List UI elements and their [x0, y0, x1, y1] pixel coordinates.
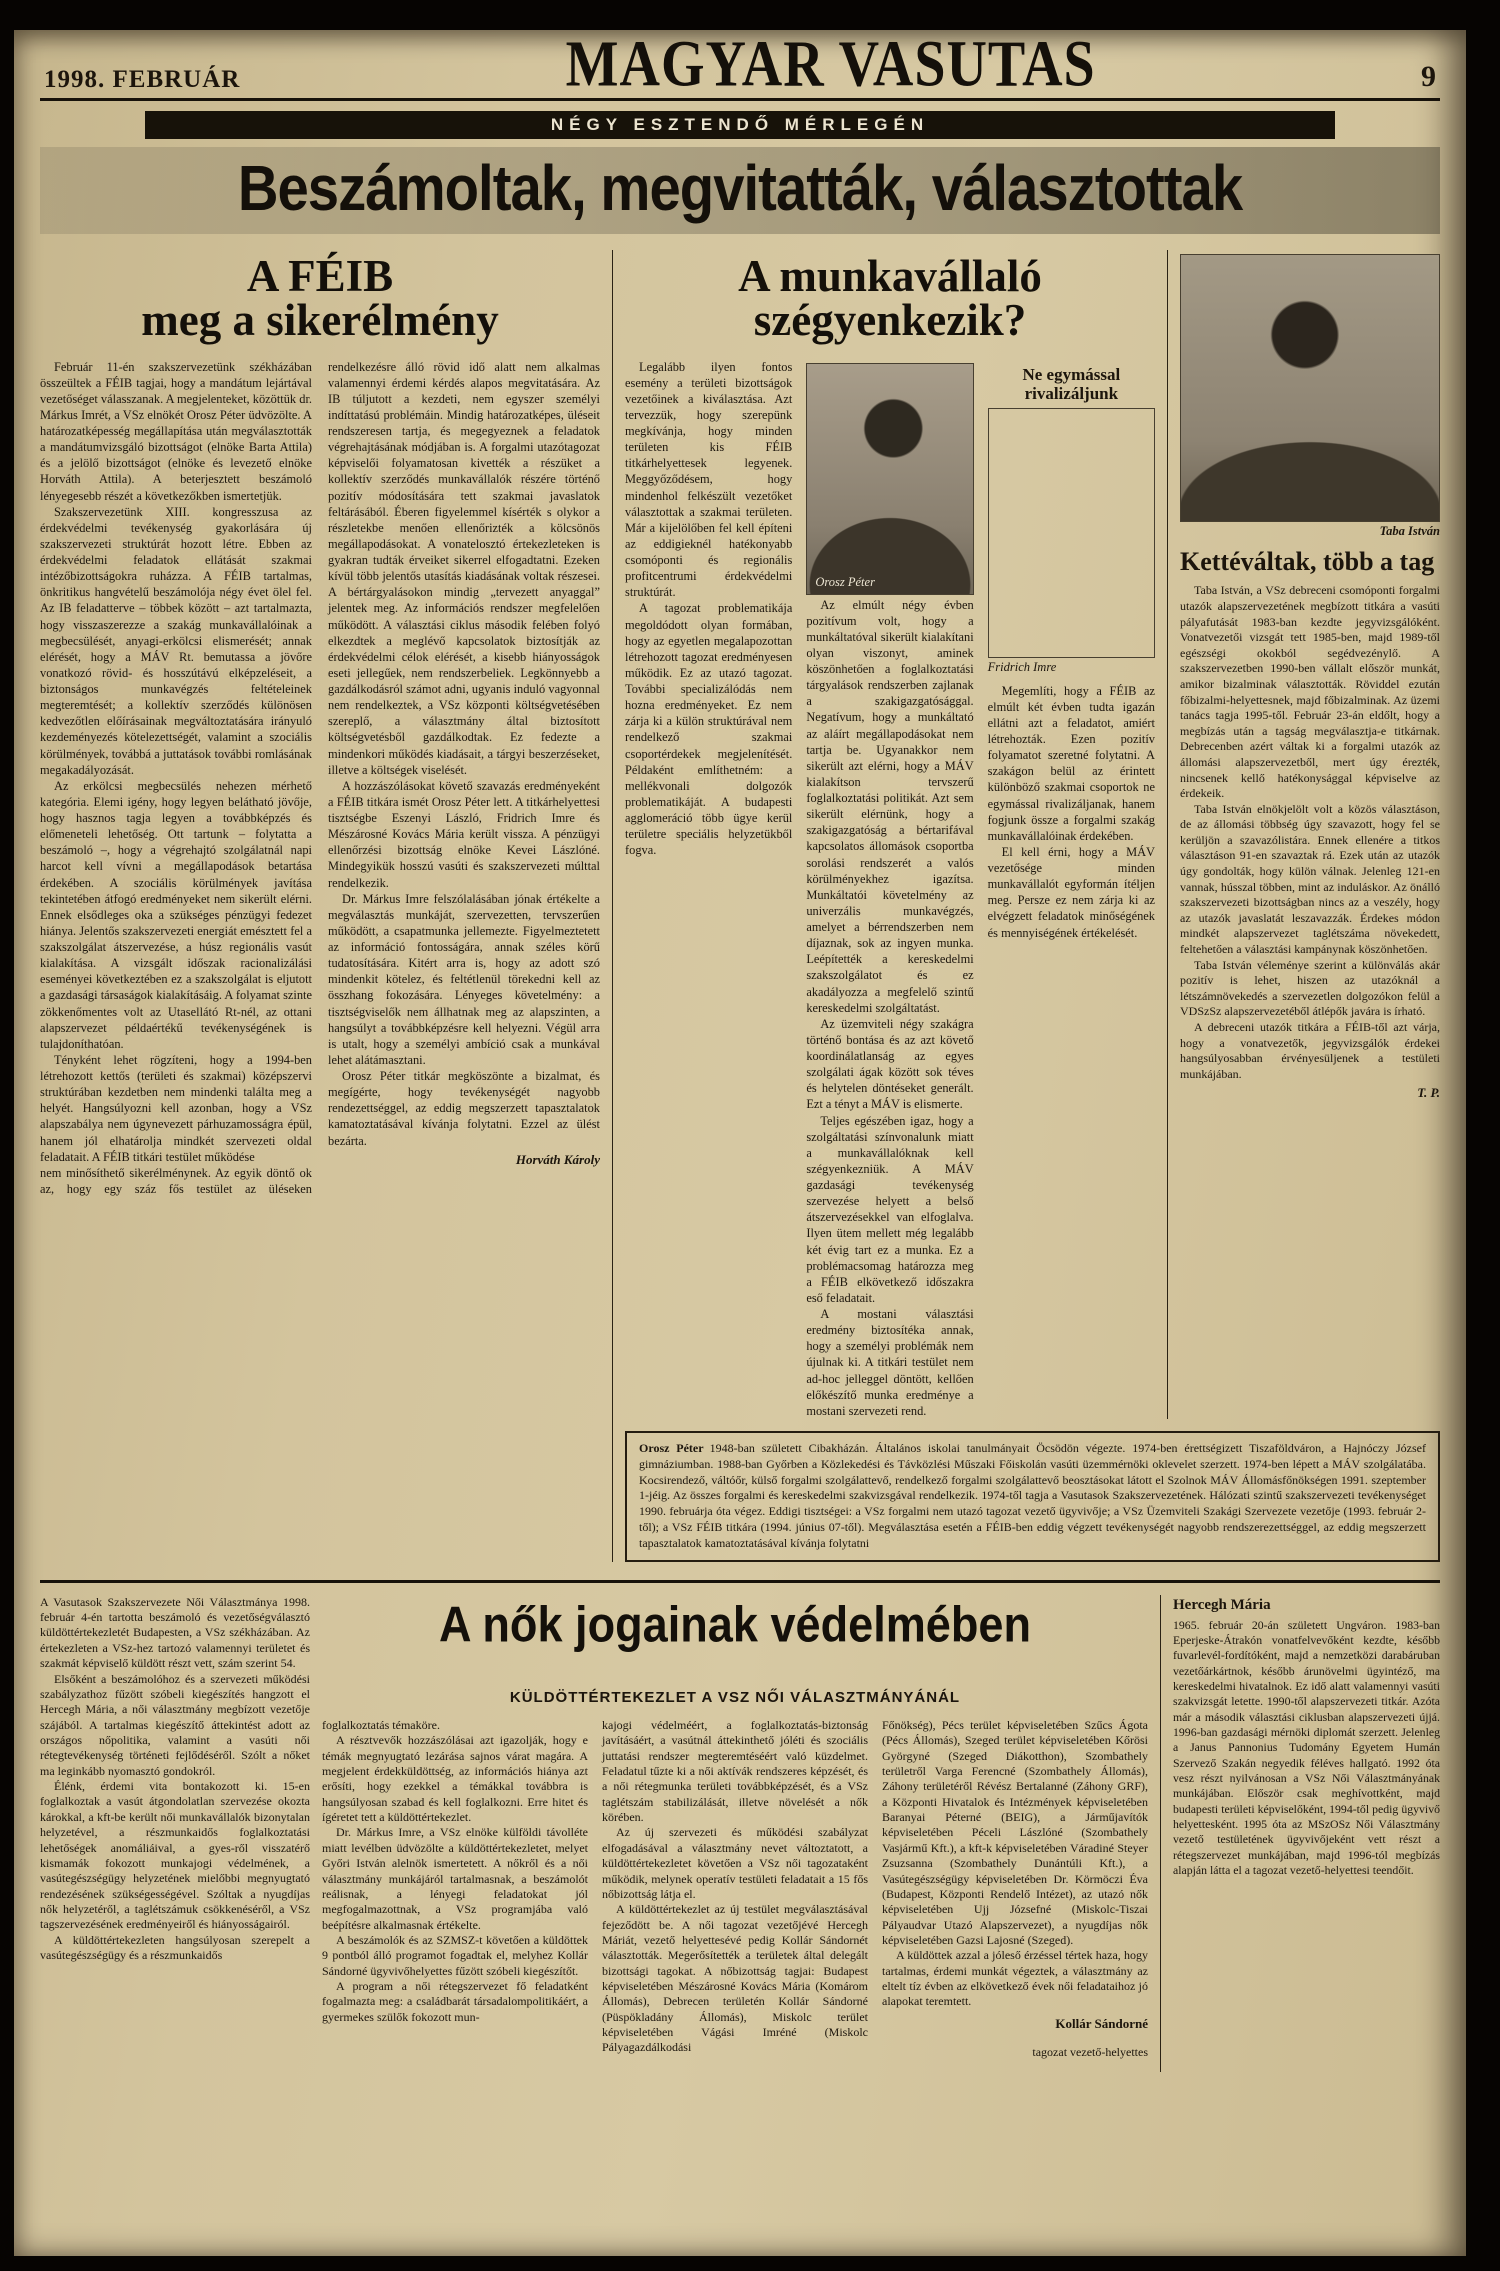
bio-box-name: Orosz Péter: [639, 1440, 704, 1455]
article-nok-title: A nők jogainak védelmében: [438, 1595, 1032, 1652]
paragraph: El kell érni, hogy a MÁV vezetősége minden munkavállalót egyformán ítéljen meg. Persze ez nem zárja ki az elvégzett feladatok minőségének és mennyiségének értékelését.: [987, 844, 1155, 940]
paragraph: A Vasutasok Szakszervezete Női Választmánya 1998. február 4-én tartotta beszámoló és vezetőségválasztó küldöttértekezletét Budapesten, a VSz székházában. Az értekezleten a VSz-hez tartozó valamennyi területet és szakmát képviselő küldött részt vett, szám szerint 54.: [40, 1594, 310, 1671]
paragraph: Dr. Márkus Imre felszólalásában jónak értékelte a megválasztás munkáját, szervezetten, tervszerűen működött, a csapatmunka jellemezte. Figyelmeztetett az információ fontosságára, annak széles körű tudatosítására. Kitért arra is, hogy az adott szó mindenkit kötelez, és feltétlenül törekedni kell az összhang fokozására. Lényeges követelmény: a tisztségviselők nem állhatnak meg az alapszinten, a hangsúlyt a továbbképzésre kell helyezni. Végül arra is utalt, hogy a személyi ambíció csak a munkával lehet alátámasztani.: [328, 891, 600, 1067]
paragraph: A küldöttértekezlet az új testület megválasztásával fejeződött be. A női tagozat vezetőjévé Hercegh Máriát, vezető helyettesévé pedig Kollár Sándornét választották. Megerősítették a területek által delegált bizottsági tagokat. A nőbizottság tagjai: Budapest képviseletében Mészárosné Kovács Mária (Komárom Állomás), Debrecen területén Kollár Sándorné (Püspökladány Állomás), Miskolc terület képviseletében Vágási Imréné (Miskolc Pályagazdálkodási: [602, 1902, 868, 2055]
article-munkavallalo-columns: [625, 359, 1155, 1419]
rivalizaljunk-subhead: Ne egymással rivalizáljunk: [1022, 364, 1121, 404]
paragraph: A tagozat problematikája megoldódott olyan formában, hogy az egyetlen megalapozottan létrehozott tagozat eredményesen működik. Ez az utazó tagozat. További specializálódás nem hozna eredményeket. Ez nem zárja ki a külön struktúrával nem rendelkező szakmai csoportérdekek megjelenítését. Példaként említhetném: a mellékvonali dolgozók problematikáját. A budapesti agglomeráció több ügye kerül területre speciális helyzetükből fogva.: [625, 601, 793, 858]
orosz-peter-photo-caption: Orosz Péter: [815, 574, 875, 589]
paragraph: Az üzemviteli négy szakágra történő bontása és az azt követő koordinálatlanság az egyes szolgálati ágak között sok téves és helytelen döntéseket generált. Ezt a tényt a MÁV is elismerte.: [806, 1016, 974, 1112]
paragraph: Az új szervezeti és működési szabályzat elfogadásával a választmány nevet változtatott, a küldöttértekezletet követően a VSz női tagozataként működik, melynek operatív testületi feladatait a 15 fős nőbizottság látja el.: [602, 1825, 868, 1901]
paragraph: A debreceni utazók titkára a FÉIB-től azt várja, hogy a vonatvezetők, jegyvizsgálók érdekei hangsúlyosabban érvényesüljenek a testületi munkájában.: [1180, 1020, 1440, 1081]
main-headline: Beszámoltak, megvitatták, választottak: [237, 153, 1243, 225]
section-divider: [40, 1580, 1440, 1583]
paragraph: kajogi védelméért, a foglalkoztatás-biztonság javításáért, a vasútnál áttekinthető jóléti és szociális juttatási rendszer megteremtéséért való küzdelmet. Feladatul tűzte ki a női aktívák rendszeres képzését, és a női rétegmunka területi továbbképzését, és a VSz taglétszám stabilizálását, illetve növelését a nők körében.: [602, 1717, 868, 1825]
paragraph: Dr. Márkus Imre, a VSz elnöke külföldi távolléte miatt levélben üdvözölte a küldöttértekezletet, melyet Győri István alelnök ismertetett. A nőkről és a női választmány munkájáról tartalmasnak, a beszámolót reálisnak, a lényegi feladatokat jól megfogalmazottnak, a VSz programjába való beépítésre alkalmasnak értékelte.: [322, 1825, 588, 1932]
article-feib-title-line2: meg a sikerélmény: [141, 295, 499, 346]
article-kettevaltak-title: Kettéváltak, több a tag: [1180, 547, 1435, 577]
article-feib-body: [40, 359, 600, 1198]
main-content-grid: [40, 250, 1440, 1561]
paragraph: Teljes egészében igaz, hogy a szolgáltatási színvonalunk miatt a munkavállalóknak kell szégyenkezniük. A MÁV gazdasági tevékenység szervezése helyett a belső átszervezésekkel van elfoglalva. Ilyen ütem mellett még legalább két évig tart ez a munka. Ez a problémacsomag határozza meg a FÉIB elkövetkező időszakra eső feladatait.: [806, 1113, 974, 1305]
paragraph: Szakszervezetünk XIII. kongresszusa az érdekvédelmi tevékenység gyakorlására új szakszervezeti struktúrát hozott létre. Ebben az érdekvédelmi feladatok ellátását szakmai intézőbizottságokra ruházza. A FÉIB tartalmas, önkritikus hangvételű beszámolója négy évet ölel fel. Az IB feladatterve – többek között – azt tartalmazta, hogy visszaszerezze a szakág munkavállalóinak a megbecsülését, anyagi-erkölcsi elismerését; annak elérését, hogy a MÁV Rt. bemutassa a jövőre vonatkozó rövid- és hosszútávú elképzeléseit, a biztonságos munkavégzés feltételeinek megteremtését; a kollektív szerződés különösen kedvezőtlen előírásainak megváltoztatására irányuló kezdeményezés kötelezettségét, valamint a szociális körülmények, továbbá a juttatások további romlásának megakadályozását.: [40, 504, 312, 777]
paragraph: A küldöttértekezleten hangsúlyosan szerepelt a vasútegészségügy és a részmunkaidős: [40, 1932, 310, 1963]
paragraph: Elsőként a beszámolóhoz és a szervezeti működési szabályzathoz fűzött szóbeli kiegészítés hangzott el Hercegh Mária, a női választmány megbízott vezetője szájából. A tartalmas kiegészítő áttekintést adott az országos nőpolitika, valamint a vasúti női rétegtevékenység történeti fejlődéséről. Szólt a nőket ma leginkább nyomasztó gondokról.: [40, 1671, 310, 1778]
newspaper-page: [14, 27, 1466, 2256]
paragraph: A program a női rétegszervezet fő feladatként fogalmazta meg: a családbarát társadalompolitikáért, a gyermekes szülők fokozott mun-: [322, 1979, 588, 2024]
page-header: [40, 27, 1440, 102]
paragraph: Taba István, a VSz debreceni csomóponti forgalmi utazók alapszervezetének megbízott titkára a vasúti pályafutását 1983-ban kezdte jegyvizsgálóként. Vonatvezetői vizsgát tett 1985-ben, majd 1989-től egészségi okokból segédvezénylő. A szakszervezetben 1990-ben vállalt először munkát, amikor bizalminak választották. Röviddel ezután főbizalmi-helyettesnek, majd főbizalminak. Az üzemi tanács tagja 1995-től. Február 23-án eldőlt, hogy a megbízás után a tagság megválasztja-e titkárnak. Debrecenben azért váltak ki a forgalmi utazók az állomási alapszervezetből, mert úgy érezték, nincsenek kellő hatékonysággal képviselve az érdekeik.: [1180, 583, 1440, 801]
fridrich-imre-photo: [988, 408, 1155, 658]
munkavallalo-col-2: [806, 359, 973, 1419]
paragraph: Orosz Péter titkár megköszönte a bizalmat, és megígérte, hogy tevékenységét nagyobb rendezettséggel, az eddig megszerzett tapasztalatok kamatoztatásával kívánja folytatni. Ezzel az ülést bezárta.: [328, 1069, 600, 1148]
nok-col-2: [602, 1718, 868, 2072]
paragraph: Az elmúlt négy évben pozitívum volt, hogy a munkáltatóval sikerült kialakítani olyan viszonyt, aminek köszönhetően a foglalkoztatási tárgyalások rendszerben zajlanak a szakigazgatósággal. Negatívum, hogy a munkáltató az aláírt megállapodásokat nem tartja be. Ugyanakkor nem sikerült azt elérni, hogy a MÁV kialakítson tervszerű foglalkoztatási politikát. Azt sem sikerült elérnünk, hogy a szakigazgatóság a bértarifával kapcsolatos állomások csoportba sorolási rendszerét a valós körülményekhez igazítsa. Munkáltatói követelmény az univerzális munkavégzés, amelyet a bérrendszerben nem díjaznak, sok az ingyen munka. Leépítették a kereskedelmi szakszolgálatot és ez akadályozza a megfelelő szintű kereskedelmi szolgáltatást.: [806, 597, 974, 1015]
hercegh-bio-column: [1173, 1595, 1440, 2072]
hercegh-bio-name: Hercegh Mária: [1173, 1596, 1271, 1613]
paragraph: Taba István elnökjelölt volt a közös választáson, de az állomási többség úgy szavazott, hogy fel se kerüljön a szavazólistára. Ennek ellenére a titkos választáson 91-en szavaztak rá. Ezek után az utazók úgy gondolták, hogy külön válnak. Jelenleg 121-en vannak, hússzal többen, mint az induláskor. Az önálló szakszervezeti bizottságban nincs az a veszély, hogy az utazók javaslatát leszavazzák. Érdekes módon mindkét alapszervezet taglétszáma növekedett, feltehetően a választási kampánynak köszönhetően.: [1180, 801, 1440, 957]
article-feib-title-line1: A FÉIB: [246, 251, 394, 302]
paragraph: A résztvevők hozzászólásai azt igazolják, hogy e témák megnyugtató lezárása sajnos várat magára. A megjelent érdekküldöttség, az információs hiánya azt erősíti, hogy ezekkel a témákkal továbbra is hangsúlyosan szabad és kell foglalkozni. Erre hitet és ígéretet tett a küldöttértekezlet.: [322, 1733, 588, 1825]
paragraph: Taba István véleménye szerint a különválás akár pozitív is lehet, hiszen az utazóknál a létszámnövekedés a szervezetlen dolgozókon felül a VDSzSz alapszervezetéből átlépők javára is írható.: [1180, 957, 1440, 1019]
article-nok-subhead: KÜLDÖTTÉRTEKEZLET A VSZ NŐI VÁLASZTMÁNYÁNÁL: [509, 1688, 961, 1706]
headline-band: [40, 147, 1440, 234]
orosz-peter-photo: [806, 363, 973, 595]
article-feib: [40, 250, 600, 1561]
paragraph: Megemlíti, hogy a FÉIB az elmúlt két évben tudta igazán ellátni azt a feladatot, amiért létrehozták. Ezen pozitív folyamatot szeretné folytatni. A szakágon belül az érintett különböző szakmai csoportok ne egymással rivalizáljanak, hanem fogjunk össze a forgalmi szakág munkavállalóinak érdekében.: [987, 683, 1155, 843]
article-nok-byline: Kollár Sándorné: [1055, 2015, 1148, 2031]
paragraph: Élénk, érdemi vita bontakozott ki. 15-en foglalkoztak a vasút átgondolatlan szervezése okozta károkkal, a kft-be került női munkavállalók bizonytalan helyzetével, a részmunkaidős foglalkoztatási lehetőségek anomáliáival, a gyes-ről visszatérő kismamák fokozott munkajogi védelmének, a vasútegészségügy helyzetének mielőbbi megnyugtató rendezésének szükségességével. Szóltak a nyugdíjas nők helyzetéről, a taglétszámuk csökkenéséről, a VSz tagszervezésének eredményeiről és hiányosságairól.: [40, 1779, 310, 1932]
article-feib-title: [40, 251, 600, 346]
taba-istvan-photo-caption: Taba István: [1379, 524, 1440, 539]
nok-col-3: [882, 1718, 1148, 2072]
paragraph: A küldöttek azzal a jóleső érzéssel tértek haza, hogy tartalmas, érdemi munkát végeztek, a választmány az eltelt tíz évben az elkövetkező évek női feladataihoz jó alapokat teremtett.: [882, 1948, 1148, 2009]
paragraph: Az erkölcsi megbecsülés nehezen mérhető kategória. Elemi igény, hogy legyen belátható jövője, hogy hasznos tagja legyen a továbbképzés és előmeneteli lehetőség. Ott tartunk – folytatta a beszámoló –, hogy a végrehajtó szolgálatnál napi harcot kell vívni a megállapodások betartása érdekében. A szociális körülmények javítása tekintetében átfogó eredményeket nem sikerült elérni. Ennek elsődleges oka a szükséges pénzügyi fedezet hiánya. Jelentős szakszervezeti energiát emésztett fel a szakszolgálat átszervezése, a húsz regionális vasút kialakítása. A vizsgált időszak racionalizálási eseményei következtében ez a szakszolgálat is eljutott a gazdasági társaságok kialakításáig. A folyamat szinte zökkenőmentes volt az Utasellátó Rt-nél, az ottani alapszervezet példaértékű tevékenységének is tulajdoníthatóan.: [40, 778, 312, 1051]
column-divider: [612, 250, 613, 1561]
column-divider: [1167, 250, 1168, 1419]
paragraph: A mostani választási eredmény biztosítéka annak, hogy a személyi problémák nem újulnak ki. A titkári testület nem ad-hoc jelleggel döntött, kellően előkészítő munka eredménye a mostani szervezeti rend.: [806, 1307, 974, 1418]
issue-date: 1998. FEBRUÁR: [44, 66, 241, 94]
bio-box-text: 1948-ban született Cibakházán. Általános iskolai tanulmányait Öcsödön végezte. 1974-ben érettségizett Tiszaföldváron, a Hajnóczy József gimnáziumban. 1988-ban Győrben a Közlekedési és Távközlési Műszaki Főiskolán vasúti üzemmérnöki oklevelet szerzett. 1974-ben lépett a MÁV szolgálatába. Kocsirendező, váltóőr, külső forgalmi szolgálattevő, rendelkező forgalmi szolgálattevő beosztásokat látott el Szolnok MÁV Állomásfőnökségen 1991. szeptember 1-jéig. Az összes forgalmi és kereskedelmi szakvizsgával rendelkezik. 1974-től tagja a Vasutasok Szakszervezetének. Hálózati szintű szakszervezeti tevékenységet 1990. februárja óta végez. Eddigi tisztségei: a VSz forgalmi nem utazó tagozat vezető ügyvivője; a VSz Üzemviteli Szakági Szervezete vezetője (1993. február 2-től); a VSz FÉIB titkára (1994. június 07-től). Megválasztása esetén a FÉIB-ben eddig végzett tevékenységét nagyobb rendszerezettséggel, az eddig megszerzett tapasztalatok kamatoztatásával kívánja folytatni: [639, 1440, 1427, 1550]
article-nok-byline-role: tagozat vezető-helyettes: [1032, 2044, 1148, 2059]
paragraph: Főnökség), Pécs terület képviseletében Szűcs Ágota (Pécs Állomás), Szeged terület képviseletében Kőrösi Györgyné (Szeged Diákotthon), Szombathely területről Varga Ferencné (Szombathely Állomás), Záhony területéről Révész Bertalanné (Záhony GRF), a Központi Hivatalok és Intézmények képviseletében Baranyai Péterné (BEIG), a Járműjavítók képviseletében Péceli Lászlóné (Szombathely Vasjármű Kft.), a kft-k képviseletében Váradiné Steyer Zsuzsanna (Szombathely Dunántúli Kft.), a Vasútegészségügy képviseletében Dr. Körmöczi Éva (Budapest, Központi Rendelő Intézet), az utazó nők képviseletében Ujj Józsefné (Miskolc-Tiszai Pályaudvar Utazó Alapszervezet), a nyugdíjas nők képviseletében Gazsi Lajosné (Szeged).: [882, 1717, 1148, 1947]
hercegh-bio-text: 1965. február 20-án született Ungváron. 1983-ban Eperjeske-Átrakón vonatfelvevőként kezdte, később fuvarlevél-fordítóként, majd a nemzetközi darabáruban vezetőárkártnok, később árunövelmi ügyintéző, ma kereskedelmi hivatalnok. Ez idő alatt valamennyi vasúti szakvizsgát letette. 1990-től alapszervezeti titkár. Azóta már a második választási ciklusban alapszervezeti újjá. 1996-ban gazdasági mérnöki diplomát szerzett. Jelenleg a Janus Pannonius Tudomány Egyetem Humán Szervező Szakán negyedik féléves hallgató. 1992 óta vesz részt nyilvánosan a VSz Női Választmányának munkájában. Először csak meghívottként, majd budapesti területi képviselőként, 1994-től pedig ügyvivő helyettesként. 1995 óta az MSzOSz Női Választmány vezető testületének ügyvivőjeként vett részt a rétegszervezet munkájában, majd 1996-tól megbízás alapján látta el a tagozat vezető-helyettesi teendőit.: [1173, 1617, 1440, 1877]
article-munkavallalo-title-line1: A munkavállaló: [738, 251, 1042, 302]
paragraph: A hozzászólásokat követő szavazás eredményeként a FÉIB titkára ismét Orosz Péter lett. A titkárhelyettesi tisztségbe Eszenyi László, Fridrich Imre és Mészárosné Kovács Mária került vissza. A pénzügyi ellenőrzési bizottság elnöke Kevei Lászlóné. Mindegyikük hosszú vasúti és szakszervezeti múlttal rendelkezik.: [328, 778, 600, 890]
paragraph: Legalább ilyen fontos esemény a területi bizottságok vezetőinek a kiválasztása. Azt tervezzük, hogy szerepünk megkívánja, hogy minden területen kis FÉIB titkárhelyettesek legyenek. Meggyőződésem, hogy mindenhol felkészült vezetőket választottak a szakmai területen. Már a kijelölőben fel kell építeni az eddigieknél hatékonyabb csomóponti és regionális profitcentrumi érdekvédelmi struktúrát.: [625, 359, 793, 600]
paragraph: A beszámolók és az SZMSZ-t követően a küldöttek 9 pontból álló programot fogadtak el, melyhez Kollár Sándorné ügyvivőhelyettes fűzött szóbeli kiegészítőt.: [322, 1932, 588, 1978]
article-munkavallalo-title: [625, 251, 1155, 346]
page-number: 9: [1421, 60, 1436, 94]
fridrich-imre-photo-caption: Fridrich Imre: [987, 659, 1057, 674]
paragraph: foglalkoztatás témaköre.: [322, 1717, 440, 1732]
paragraph: Február 11-én szakszervezetünk székházában összeültek a FÉIB tagjai, hogy a mandátum lejártával vezetőséget válasszanak. A megjelenteket, közöttük dr. Márkus Imrét, a VSz elnökét Orosz Péter üdvözölte. A határozatképesség megállapítása után megválasztották a mandátumvizsgáló bizottságot (elnöke Barta Attila) és a jelölő bizottságot (elnöke és levezető elnöke Horváth Attila). A beterjesztett beszámoló lényegesebb részét a következőkben ismertetjük.: [40, 359, 312, 503]
column-divider: [1160, 1595, 1161, 2072]
article-munkavallalo: [625, 250, 1155, 1419]
article-feib-byline: Horváth Károly: [515, 1151, 600, 1167]
nok-col-1: [322, 1718, 588, 2072]
munkavallalo-col-3: [988, 359, 1155, 1419]
taba-istvan-photo: [1180, 254, 1440, 522]
article-kettevaltak-byline: T. P.: [1417, 1085, 1440, 1101]
article-munkavallalo-title-line2: szégyenkezik?: [753, 295, 1027, 346]
paragraph: nem minősíthető sikerélménynek. Az egyik döntő ok az, hogy egy száz fős testület az üléseken rendelkezésre álló rövid idő alatt nem alkalmas valamennyi érdemi kérdés alapos megvitatására. Az IB túljutott a kezdeti, nem egyszer személyi indíttatású problémáin. Mindig határozatképes, üléseit rendszeresen tartja, és megegyeznek a feladatok végrehajtásának módjában is. A forgalmi utazótagozat képviselői folyamatosan kivették a részüket a kollektív szerződés munkavállalók részére történő pozitív módosítására tett szakmai javaslatok feltárásából. Éberen figyelemmel kísérték s olykor a részletekbe menően ellenőrizték a kölcsönös megállapodásokat. A vonatelosztó értekezleteken is gyakran tudták érveiket sikerrel elfogadtatni. Ezeken kívül több jelentős utasítás kiadásának voltak részesei. A bértárgyalásokon mindig „tervezett anyaggal” jelentek meg. Az információs rendszer megfelelően működött. A választási ciklus második felében folyó elkezdtek a meglévő kapcsolatok biztosítják az érdekvédelmi célok elérését, a kisebb hiányosságok eseti jellegűek, nem rendszerbeliek. Legkönnyebb a gazdálkodásról számot adni, ugyanis induló vagyonnal nem rendelkeztek, a VSz központi költségvetésében szereplő, a választmány által biztosított költségvetésből gazdálkodtak. Ez fedezte a mindenkori működés kiadásait, a tárgyi beszerzéseket, illetve a költségek viselését.: [40, 359, 600, 1196]
paragraph: Tényként lehet rögzíteni, hogy a 1994-ben létrehozott kettős (területi és szakmai) középszervi struktúrában kezdetben nem mindenki találta meg a helyét. Hangsúlyozni kell azonban, hogy a VSz alapszabálya nem úgynevezett párhuzamosságra épül, hanem jól elhatárolja mindkét szervezeti oldal feladatait. A FÉIB titkári testület működése: [40, 1052, 312, 1164]
orosz-peter-bio-box: [625, 1431, 1440, 1562]
masthead: MAGYAR VASUTAS: [565, 27, 1096, 102]
nok-intro-column: [40, 1595, 310, 2072]
bottom-section: [40, 1595, 1440, 2072]
article-nok-columns: [322, 1718, 1148, 2072]
nok-center: [322, 1595, 1148, 2072]
munkavallalo-col-1: [625, 359, 792, 1419]
kicker-bar: NÉGY ESZTENDŐ MÉRLEGÉN: [145, 111, 1335, 139]
article-kettevaltak: [1180, 250, 1440, 1419]
